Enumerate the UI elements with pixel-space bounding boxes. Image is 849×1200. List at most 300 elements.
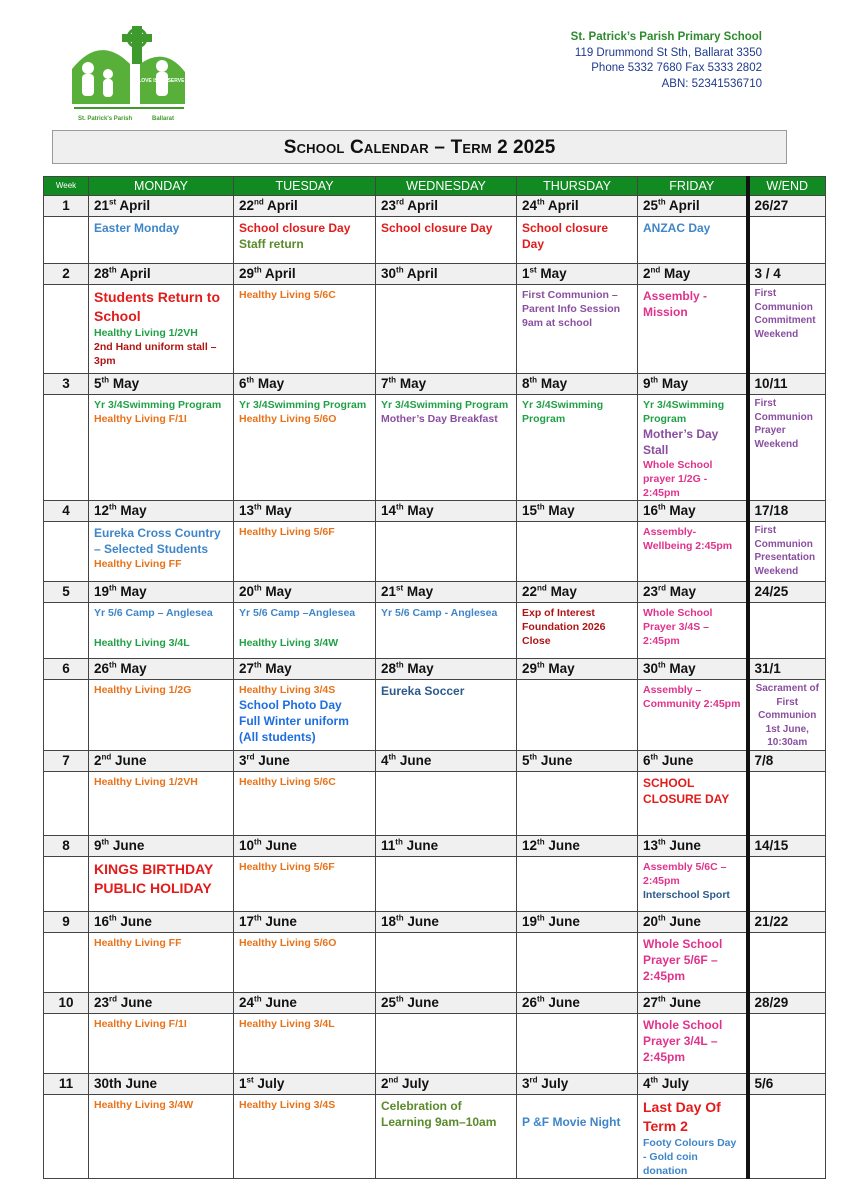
events-cell-wednesday	[376, 217, 517, 264]
date-cell-tuesday	[234, 750, 376, 771]
date-month: April	[116, 266, 151, 281]
date-suffix: rd	[246, 752, 255, 761]
events-cell-thursday	[517, 771, 638, 835]
date-suffix: th	[254, 265, 262, 275]
week-number-text: 1	[62, 198, 70, 213]
weekend-dates	[748, 196, 826, 217]
date-suffix: st	[246, 1075, 254, 1084]
date-day: 1	[239, 1075, 247, 1091]
weekend-dates	[748, 582, 826, 603]
date-day: 18	[381, 913, 397, 929]
event-item: P &F Movie Night	[522, 1114, 621, 1129]
school-name: St. Patrick’s Parish Primary School	[570, 31, 762, 43]
events-cell-friday	[638, 522, 748, 582]
date-month: June	[261, 913, 297, 929]
date-suffix: st	[396, 583, 404, 593]
events-cell-tuesday	[234, 680, 376, 751]
date-day: 6	[239, 376, 247, 391]
week-date-row	[44, 992, 826, 1013]
date-month: June	[544, 913, 580, 929]
date-month: May	[396, 376, 427, 391]
event-item: Healthy Living 5/6F	[239, 526, 335, 538]
date-day: 23	[94, 994, 110, 1010]
week-number-text: 7	[62, 752, 70, 768]
event-item: Assembly – Community 2:45pm	[643, 684, 741, 710]
date-day: 29	[239, 266, 255, 281]
events-cell-friday	[638, 285, 748, 374]
week-event-row	[44, 771, 826, 835]
event-item: Eureka Cross Country – Selected Students	[94, 526, 221, 556]
date-cell-wednesday	[376, 1073, 517, 1094]
date-suffix: nd	[254, 197, 264, 207]
events-cell-friday	[638, 771, 748, 835]
event-item: 2nd Hand uniform stall – 3pm	[94, 341, 217, 367]
date-month: July	[537, 1075, 569, 1091]
date-suffix: th	[388, 752, 397, 761]
event-item: Healthy Living 5/6C	[239, 289, 336, 301]
weekend-dates-text: 10/11	[754, 376, 788, 391]
event-item: Healthy Living F/1I	[94, 413, 187, 425]
week-event-row	[44, 680, 826, 751]
events-cell-wednesday	[376, 603, 517, 659]
event-item: Healthy Living 5/6C	[239, 775, 336, 788]
week-number	[44, 264, 89, 285]
week-event-row	[44, 395, 826, 501]
event-item: Healthy Living FF	[94, 558, 182, 570]
events-cell-tuesday	[234, 856, 376, 911]
date-day: 26	[522, 994, 538, 1010]
events-cell-wednesday	[376, 285, 517, 374]
events-cell-wednesday	[376, 932, 517, 992]
date-day: 20	[239, 584, 255, 599]
svg-text:St. Patrick's Parish: St. Patrick's Parish	[78, 116, 133, 122]
date-day: 30	[381, 266, 397, 281]
date-month: May	[403, 584, 434, 599]
date-month: June	[665, 837, 701, 853]
date-cell-thursday	[517, 501, 638, 522]
events-cell-friday	[638, 932, 748, 992]
date-cell-monday	[89, 1073, 234, 1094]
date-cell-friday	[638, 659, 748, 680]
date-day: 22	[239, 198, 255, 213]
event-item: Whole School Prayer 3/4L – 2:45pm	[643, 1017, 723, 1064]
date-cell-thursday	[517, 750, 638, 771]
date-month: May	[546, 584, 577, 599]
week-number-text: 9	[62, 913, 70, 929]
date-month: June	[403, 913, 439, 929]
date-month: May	[665, 661, 696, 676]
week-number	[44, 501, 89, 522]
event-item: Yr 3/4Swimming Program	[94, 399, 222, 411]
date-month: June	[665, 994, 701, 1010]
date-suffix: rd	[529, 1075, 538, 1084]
events-cell-thursday	[517, 680, 638, 751]
events-cell-tuesday	[234, 771, 376, 835]
event-item: Whole School prayer 1/2G - 2:45pm	[643, 459, 713, 499]
date-suffix: th	[537, 660, 545, 670]
date-suffix: nd	[537, 583, 547, 593]
weekend-dates-text: 31/1	[754, 661, 781, 676]
event-item: School Photo Day	[239, 698, 342, 712]
week-spacer	[44, 285, 89, 374]
date-suffix: th	[658, 913, 666, 922]
date-month: May	[116, 584, 147, 599]
date-month: May	[537, 376, 568, 391]
week-number-text: 5	[62, 584, 70, 599]
svg-text:Ballarat: Ballarat	[152, 116, 175, 122]
events-cell-weekend	[748, 932, 826, 992]
date-cell-wednesday	[376, 196, 517, 217]
week-event-row	[44, 932, 826, 992]
weekend-dates	[748, 374, 826, 395]
date-suffix: th	[537, 913, 545, 922]
event-item: First Communion Prayer Weekend	[754, 398, 813, 450]
date-day: 27	[239, 661, 255, 676]
date-cell-friday	[638, 264, 748, 285]
date-day: 29	[522, 661, 538, 676]
events-cell-tuesday	[234, 395, 376, 501]
date-cell-friday	[638, 582, 748, 603]
date-suffix: th	[246, 375, 255, 385]
date-cell-wednesday	[376, 750, 517, 771]
events-cell-thursday	[517, 603, 638, 659]
date-suffix: nd	[388, 1075, 399, 1084]
week-date-row	[44, 835, 826, 856]
date-cell-thursday	[517, 835, 638, 856]
events-cell-weekend	[748, 771, 826, 835]
date-month: May	[261, 584, 292, 599]
event-item: Yr 5/6 Camp –Anglesea	[239, 607, 356, 619]
week-number	[44, 374, 89, 395]
school-abn: ABN: 52341536710	[661, 77, 762, 90]
date-cell-tuesday	[234, 196, 376, 217]
date-suffix: th	[101, 375, 110, 385]
date-cell-thursday	[517, 1073, 638, 1094]
date-cell-wednesday	[376, 835, 517, 856]
event-item: Mother’s Day Stall	[643, 427, 719, 457]
date-day: 27	[643, 994, 659, 1010]
date-day: 16	[94, 913, 110, 929]
date-day: 19	[522, 913, 538, 929]
date-cell-wednesday	[376, 582, 517, 603]
event-item: Healthy Living 1/2VH	[94, 327, 198, 339]
events-cell-tuesday	[234, 522, 376, 582]
date-month: May	[544, 503, 575, 518]
week-date-row	[44, 750, 826, 771]
weekend-dates-text: 17/18	[754, 503, 789, 518]
date-cell-tuesday	[234, 264, 376, 285]
date-cell-wednesday	[376, 659, 517, 680]
date-cell-thursday	[517, 374, 638, 395]
date-cell-monday	[89, 374, 234, 395]
date-suffix: th	[254, 502, 262, 512]
week-event-row	[44, 603, 826, 659]
event-item: Healthy Living F/1I	[94, 1017, 187, 1030]
events-cell-weekend	[748, 285, 826, 374]
date-month: June	[261, 837, 297, 853]
date-month: June	[544, 837, 580, 853]
event-item: First Communion Presentation Weekend	[754, 525, 816, 577]
week-number-text: 3	[62, 376, 70, 391]
date-day: 23	[643, 584, 659, 599]
date-month: May	[254, 376, 285, 391]
date-suffix: rd	[658, 583, 667, 593]
date-month: April	[403, 266, 438, 281]
date-month: June	[116, 913, 152, 929]
events-cell-wednesday	[376, 771, 517, 835]
week-number	[44, 196, 89, 217]
event-item: School closure Day	[239, 221, 351, 235]
date-cell-friday	[638, 1073, 748, 1094]
events-cell-thursday	[517, 285, 638, 374]
date-month: May	[261, 661, 292, 676]
events-cell-friday	[638, 856, 748, 911]
date-cell-monday	[89, 501, 234, 522]
date-day: 17	[239, 913, 255, 929]
week-spacer	[44, 395, 89, 501]
event-item: Healthy Living 3/4L	[239, 1017, 335, 1030]
date-month: April	[116, 198, 151, 213]
date-month: April	[263, 198, 298, 213]
event-item: Yr 3/4Swimming Program	[522, 399, 604, 425]
week-date-row	[44, 501, 826, 522]
week-date-row	[44, 374, 826, 395]
events-cell-monday	[89, 285, 234, 374]
event-item: First Communion Commitment Weekend	[754, 288, 816, 340]
date-day: 30th June	[94, 1075, 158, 1091]
date-day: 5	[94, 376, 102, 391]
event-item: Exp of Interest Foundation 2026 Close	[522, 607, 606, 647]
date-day: 11	[381, 837, 396, 853]
date-suffix: rd	[396, 197, 405, 207]
svg-text:TO LOVE IS TO SERVE: TO LOVE IS TO SERVE	[130, 78, 185, 84]
date-month: June	[396, 752, 432, 768]
event-item: Eureka Soccer	[381, 684, 465, 698]
date-day: 23	[381, 198, 397, 213]
event-item: Easter Monday	[94, 221, 180, 235]
col-monday: MONDAY	[89, 177, 234, 196]
date-month: June	[402, 837, 439, 853]
event-item: Yr 5/6 Camp – Anglesea	[94, 607, 213, 619]
date-month: May	[658, 376, 689, 391]
date-cell-friday	[638, 196, 748, 217]
week-spacer	[44, 680, 89, 751]
event-item: Footy Colours Day - Gold coin donation	[643, 1136, 737, 1177]
date-cell-monday	[89, 264, 234, 285]
date-suffix: th	[658, 502, 666, 512]
week-number-text: 4	[62, 503, 70, 518]
calendar-title-text: School Calendar – Term	[283, 137, 492, 158]
date-month: June	[658, 752, 694, 768]
date-suffix: th	[396, 265, 404, 275]
events-cell-monday	[89, 1094, 234, 1178]
weekend-dates	[748, 911, 826, 932]
date-day: 12	[94, 503, 110, 518]
date-cell-monday	[89, 582, 234, 603]
date-day: 24	[522, 198, 538, 213]
school-phone: Phone 5332 7680 Fax 5333 2802	[591, 62, 762, 74]
event-item: School closure Day	[522, 221, 609, 251]
date-cell-thursday	[517, 992, 638, 1013]
events-cell-tuesday	[234, 1013, 376, 1073]
week-number	[44, 835, 89, 856]
week-date-row	[44, 659, 826, 680]
date-suffix: th	[109, 583, 117, 593]
events-cell-weekend	[748, 522, 826, 582]
date-day: 12	[522, 837, 538, 853]
date-cell-friday	[638, 992, 748, 1013]
week-spacer	[44, 856, 89, 911]
calendar-title	[52, 130, 787, 164]
date-month: July	[253, 1075, 285, 1091]
week-date-row	[44, 196, 826, 217]
events-cell-wednesday	[376, 1094, 517, 1178]
week-number-text: 2	[62, 266, 70, 281]
date-suffix: th	[254, 913, 262, 922]
date-day: 3	[522, 1075, 530, 1091]
events-cell-tuesday	[234, 932, 376, 992]
week-spacer	[44, 932, 89, 992]
events-cell-friday	[638, 217, 748, 264]
date-suffix: th	[396, 502, 404, 512]
date-month: July	[658, 1075, 689, 1091]
date-month: June	[537, 752, 573, 768]
date-month: May	[403, 661, 434, 676]
week-event-row	[44, 856, 826, 911]
date-month: May	[544, 661, 575, 676]
date-month: June	[117, 994, 153, 1010]
date-day: 24	[239, 994, 255, 1010]
event-item: Whole School Prayer 3/4S – 2:45pm	[643, 607, 713, 647]
week-spacer	[44, 1094, 89, 1178]
date-cell-monday	[89, 196, 234, 217]
events-cell-friday	[638, 1013, 748, 1073]
date-cell-thursday	[517, 911, 638, 932]
date-suffix: th	[650, 1075, 659, 1084]
date-suffix: th	[650, 752, 659, 761]
events-cell-monday	[89, 217, 234, 264]
date-suffix: th	[109, 502, 117, 512]
weekend-dates	[748, 659, 826, 680]
date-suffix: th	[658, 994, 666, 1003]
date-month: May	[116, 661, 147, 676]
date-day: 14	[381, 503, 397, 518]
events-cell-thursday	[517, 522, 638, 582]
date-month: May	[403, 503, 434, 518]
weekend-dates-text: 26/27	[754, 198, 789, 213]
week-number	[44, 911, 89, 932]
date-day: 13	[643, 837, 659, 853]
event-item	[239, 620, 370, 636]
week-number	[44, 659, 89, 680]
date-suffix: th	[254, 660, 262, 670]
event-item: Students Return to School	[94, 289, 220, 324]
date-suffix: th	[537, 197, 545, 207]
events-cell-friday	[638, 680, 748, 751]
school-logo	[60, 24, 195, 124]
date-cell-friday	[638, 374, 748, 395]
date-month: May	[261, 503, 292, 518]
date-suffix: th	[101, 837, 110, 846]
date-cell-wednesday	[376, 501, 517, 522]
date-month: June	[665, 913, 701, 929]
events-cell-monday	[89, 856, 234, 911]
date-month: April	[544, 198, 579, 213]
date-suffix: th	[650, 375, 659, 385]
events-cell-thursday	[517, 932, 638, 992]
date-suffix: th	[254, 994, 262, 1003]
date-month: April	[665, 198, 700, 213]
events-cell-monday	[89, 522, 234, 582]
events-cell-wednesday	[376, 1013, 517, 1073]
date-cell-tuesday	[234, 374, 376, 395]
date-suffix: st	[529, 265, 537, 275]
date-cell-tuesday	[234, 582, 376, 603]
date-day: 26	[94, 661, 110, 676]
date-month: May	[109, 376, 140, 391]
date-month: June	[111, 752, 147, 768]
date-month: July	[398, 1075, 430, 1091]
date-suffix: th	[388, 375, 397, 385]
date-suffix: th	[396, 994, 404, 1003]
week-date-row	[44, 264, 826, 285]
date-suffix: th	[109, 660, 117, 670]
week-spacer	[44, 217, 89, 264]
event-item: Last Day Of Term 2	[643, 1098, 721, 1134]
week-number-text: 10	[58, 994, 74, 1010]
date-cell-wednesday	[376, 911, 517, 932]
date-day: 28	[94, 266, 110, 281]
date-day: 10	[239, 837, 255, 853]
date-day: 21	[94, 198, 110, 213]
event-item: Yr 5/6 Camp - Anglesea	[381, 607, 498, 619]
week-event-row	[44, 1094, 826, 1178]
col-tuesday: TUESDAY	[234, 177, 376, 196]
event-item: School closure Day	[381, 221, 493, 235]
events-cell-friday	[638, 395, 748, 501]
event-item: Healthy Living 3/4W	[94, 1098, 194, 1111]
date-day: 25	[643, 198, 659, 213]
event-item: Whole School Prayer 5/6F – 2:45pm	[643, 936, 723, 983]
event-item: Healthy Living 1/2G	[94, 684, 192, 696]
date-month: June	[544, 994, 580, 1010]
date-day: 5	[522, 752, 530, 768]
events-cell-tuesday	[234, 603, 376, 659]
event-item: Healthy Living 3/4S	[239, 684, 336, 696]
date-cell-wednesday	[376, 992, 517, 1013]
events-cell-thursday	[517, 395, 638, 501]
date-suffix: th	[529, 375, 538, 385]
events-cell-wednesday	[376, 522, 517, 582]
events-cell-weekend	[748, 1094, 826, 1178]
date-day: 19	[94, 584, 110, 599]
date-month: May	[665, 503, 696, 518]
week-number-text: 6	[62, 661, 70, 676]
events-cell-friday	[638, 603, 748, 659]
date-day: 25	[381, 994, 397, 1010]
event-item: Interschool Sport	[643, 888, 730, 901]
date-cell-thursday	[517, 264, 638, 285]
events-cell-weekend	[748, 680, 826, 751]
events-cell-weekend	[748, 395, 826, 501]
date-cell-monday	[89, 659, 234, 680]
header-row	[44, 177, 826, 196]
date-cell-monday	[89, 750, 234, 771]
event-item: Yr 3/4Swimming Program	[381, 399, 509, 411]
date-day: 9	[643, 376, 651, 391]
events-cell-weekend	[748, 856, 826, 911]
weekend-dates	[748, 1073, 826, 1094]
